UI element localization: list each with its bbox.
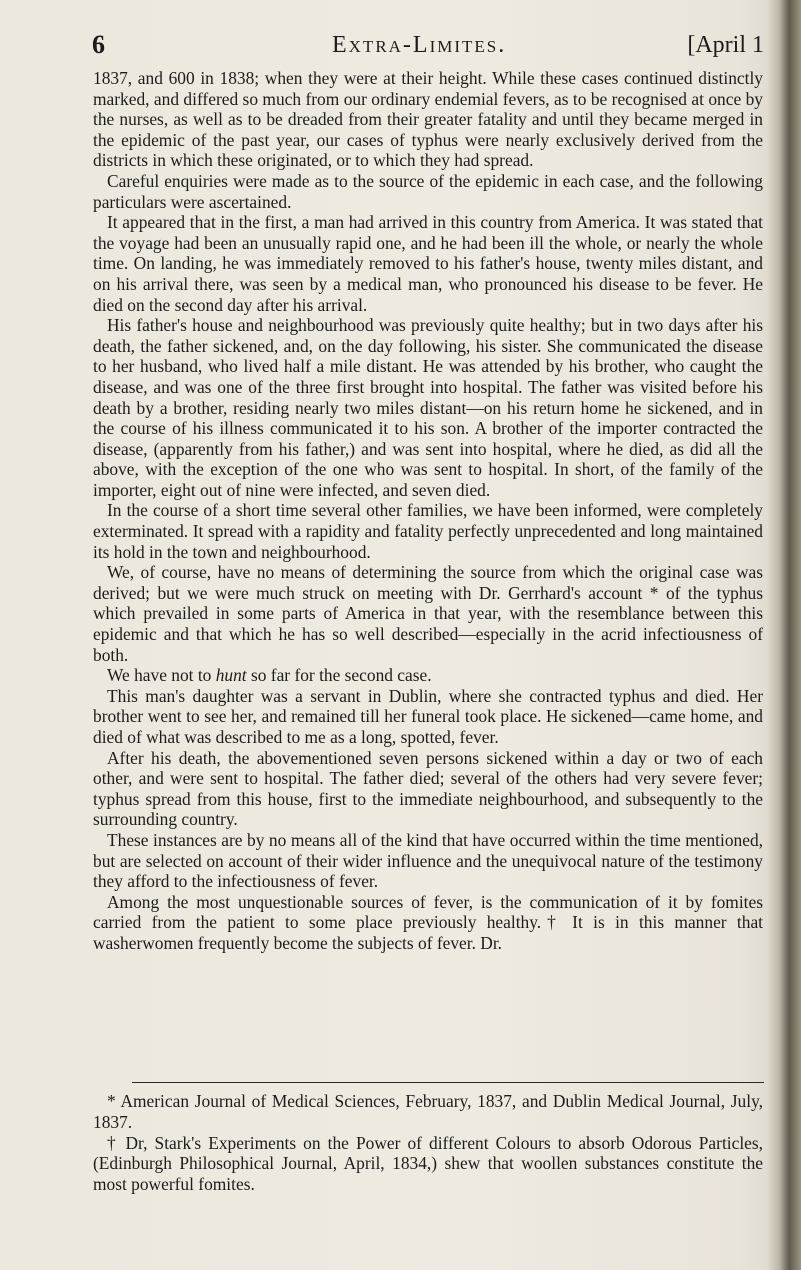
page-header [92,30,772,64]
footnote-rule [132,1082,764,1083]
running-title: Extra-Limites. [332,32,507,58]
paragraph-hunt: We have not to hunt so far for the second case. [107,665,432,686]
page-number: 6 [92,30,105,59]
page-edge-shadow [767,0,801,1270]
paragraph: After his death, the abovementioned seven persons sickened within a day or two of each other, and were sent to hospital. The father died; several of the others had very severe fever; typhus spread from this house, first to the immediate neighbourhood, and subsequently to the surrounding country. [93,747,763,830]
italic-word: hunt [215,665,247,686]
paragraph: In the course of a short time several other families, we have been informed, were completely exterminated. It spread with a rapidity and fatality perfectly unprecedented and long maintained its hold in the town and neighbourhood. [93,500,763,562]
footnote: † Dr, Stark's Experiments on the Power of different Colours to absorb Odorous Particles, (Edinburgh Philosophical Journal, April, 1834,) shew that woollen substances constitute the most powerful fomites. [93,1132,763,1195]
paragraph: It appeared that in the first, a man had arrived in this country from America. It was stated that the voyage had been an unusually rapid one, and he had been ill the whole, or nearly the whole time. On landing, he was immediately removed to his father's house, twenty miles distant, and on his arrival there, was seen by a medical man, who pronounced his disease to be fever. He died on the second day after his arrival. [93,212,763,315]
paragraph: We, of course, have no means of determining the source from which the original case was derived; but we were much struck on meeting with Dr. Gerrhard's account * of the typhus which prevailed in some parts of America in that year, with the resemblance between this epidemic and that which he has so well described—especially in the acrid infectiousness of both. [93,562,763,665]
footnote: * American Journal of Medical Sciences, February, 1837, and Dublin Medical Journal, July, 1837. [93,1091,763,1132]
paragraph: Careful enquiries were made as to the source of the epidemic in each case, and the following particulars were ascertained. [93,170,763,212]
header-date: [April 1 [687,32,764,58]
paragraph: 1837, and 600 in 1838; when they were at their height. While these cases continued distinctly marked, and differed so much from our ordinary endemial fevers, as to be recognised at once by the nurses, as well as to be dreaded from their greater fatality and until they became merged in the epidemic of the past year, our cases of typhus were nearly exclusively derived from the districts in which these originated, or to which they had spread. [93,68,763,171]
paragraph: These instances are by no means all of the kind that have occurred within the time mentioned, but are selected on account of their wider influence and the unequivocal nature of the testimony they afford to the infectiousness of fever. [93,829,763,892]
footnotes [93,1091,763,1195]
paragraph: His father's house and neighbourhood was previously quite healthy; but in two days after his death, the father sickened, and, on the day following, his sister. She communicated the disease to her husband, who lived half a mile distant. He was attended by his brother, who caught the disease, and was one of the three first brought into hospital. The father was visited before his death by a brother, residing nearly two miles distant—on his return home he sickened, and in the course of his illness communicated it to his son. A brother of the importer contracted the disease, (apparently from his father,) and was sent into hospital, where he died, as did all the above, with the exception of the one who was sent to hospital. In short, of the family of the importer, eight out of nine were infected, and seven died. [93,315,763,500]
paragraph: Among the most unquestionable sources of fever, is the communication of it by fomites carried from the patient to some place previously healthy.† It is in this manner that washerwomen frequently become the subjects of fever. Dr. [93,891,763,953]
paragraph: This man's daughter was a servant in Dublin, where she contracted typhus and died. Her brother went to see her, and remained till her funeral took place. He sickened—came home, and died of what was described to me as a long, spotted, fever. [93,685,763,747]
body-text [93,68,763,954]
